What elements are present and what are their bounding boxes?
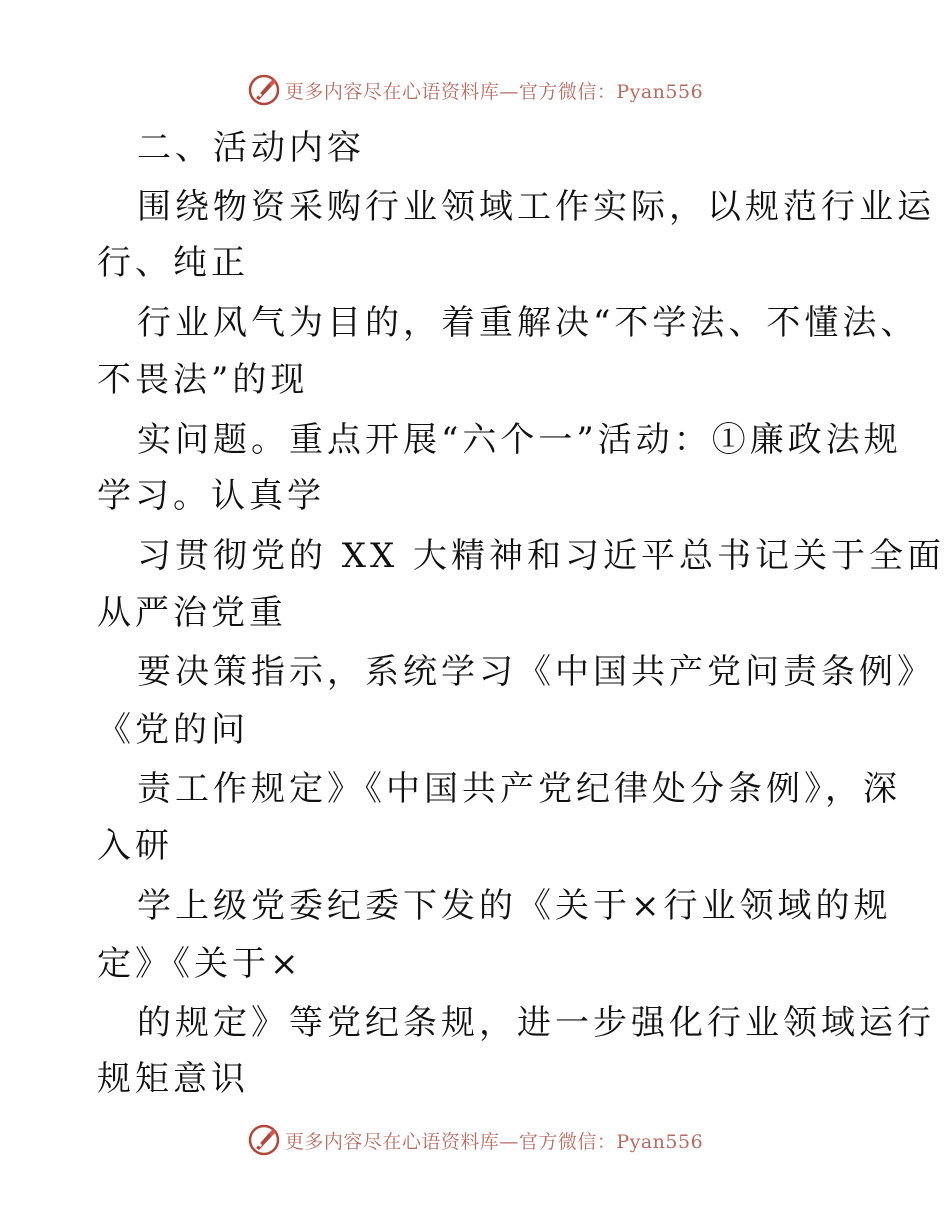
paragraph-line: 行、纯正 bbox=[97, 243, 249, 283]
paragraph-line: 习贯彻党的 XX 大精神和习近平总书记关于全面 bbox=[137, 536, 946, 576]
header-watermark-text: 更多内容尽在心语资料库—官方微信：Pyan556 bbox=[284, 80, 704, 103]
paragraph-line: 入研 bbox=[97, 826, 173, 866]
footer-watermark-banner bbox=[0, 1120, 950, 1160]
pen-nib-logo-icon bbox=[247, 1123, 281, 1157]
paragraph-line: 实问题。重点开展“六个一”活动：①廉政法规 bbox=[137, 420, 902, 460]
paragraph-line: 责工作规定》《中国共产党纪律处分条例》，深 bbox=[137, 769, 901, 809]
section-heading: 二、活动内容 bbox=[137, 128, 365, 168]
header-watermark-banner bbox=[0, 70, 950, 110]
paragraph-line: 规矩意识 bbox=[97, 1059, 249, 1099]
footer-watermark-text: 更多内容尽在心语资料库—官方微信：Pyan556 bbox=[284, 1130, 704, 1153]
paragraph-line: 学习。认真学 bbox=[97, 476, 325, 516]
paragraph-line: 《党的问 bbox=[97, 710, 249, 750]
paragraph-line: 不畏法”的现 bbox=[97, 360, 309, 400]
paragraph-line: 的规定》等党纪条规，进一步强化行业领域运行 bbox=[137, 1003, 935, 1043]
paragraph-line: 围绕物资采购行业领域工作实际，以规范行业运 bbox=[137, 187, 935, 227]
paragraph-line: 学上级党委纪委下发的《关于×行业领域的规 bbox=[137, 886, 892, 926]
paragraph-line: 从严治党重 bbox=[97, 593, 287, 633]
pen-nib-logo-icon bbox=[247, 73, 281, 107]
paragraph-line: 要决策指示，系统学习《中国共产党问责条例》 bbox=[137, 652, 935, 692]
paragraph-line: 行业风气为目的，着重解决“不学法、不懂法、 bbox=[137, 303, 919, 343]
paragraph-line: 定》《关于× bbox=[97, 944, 303, 984]
